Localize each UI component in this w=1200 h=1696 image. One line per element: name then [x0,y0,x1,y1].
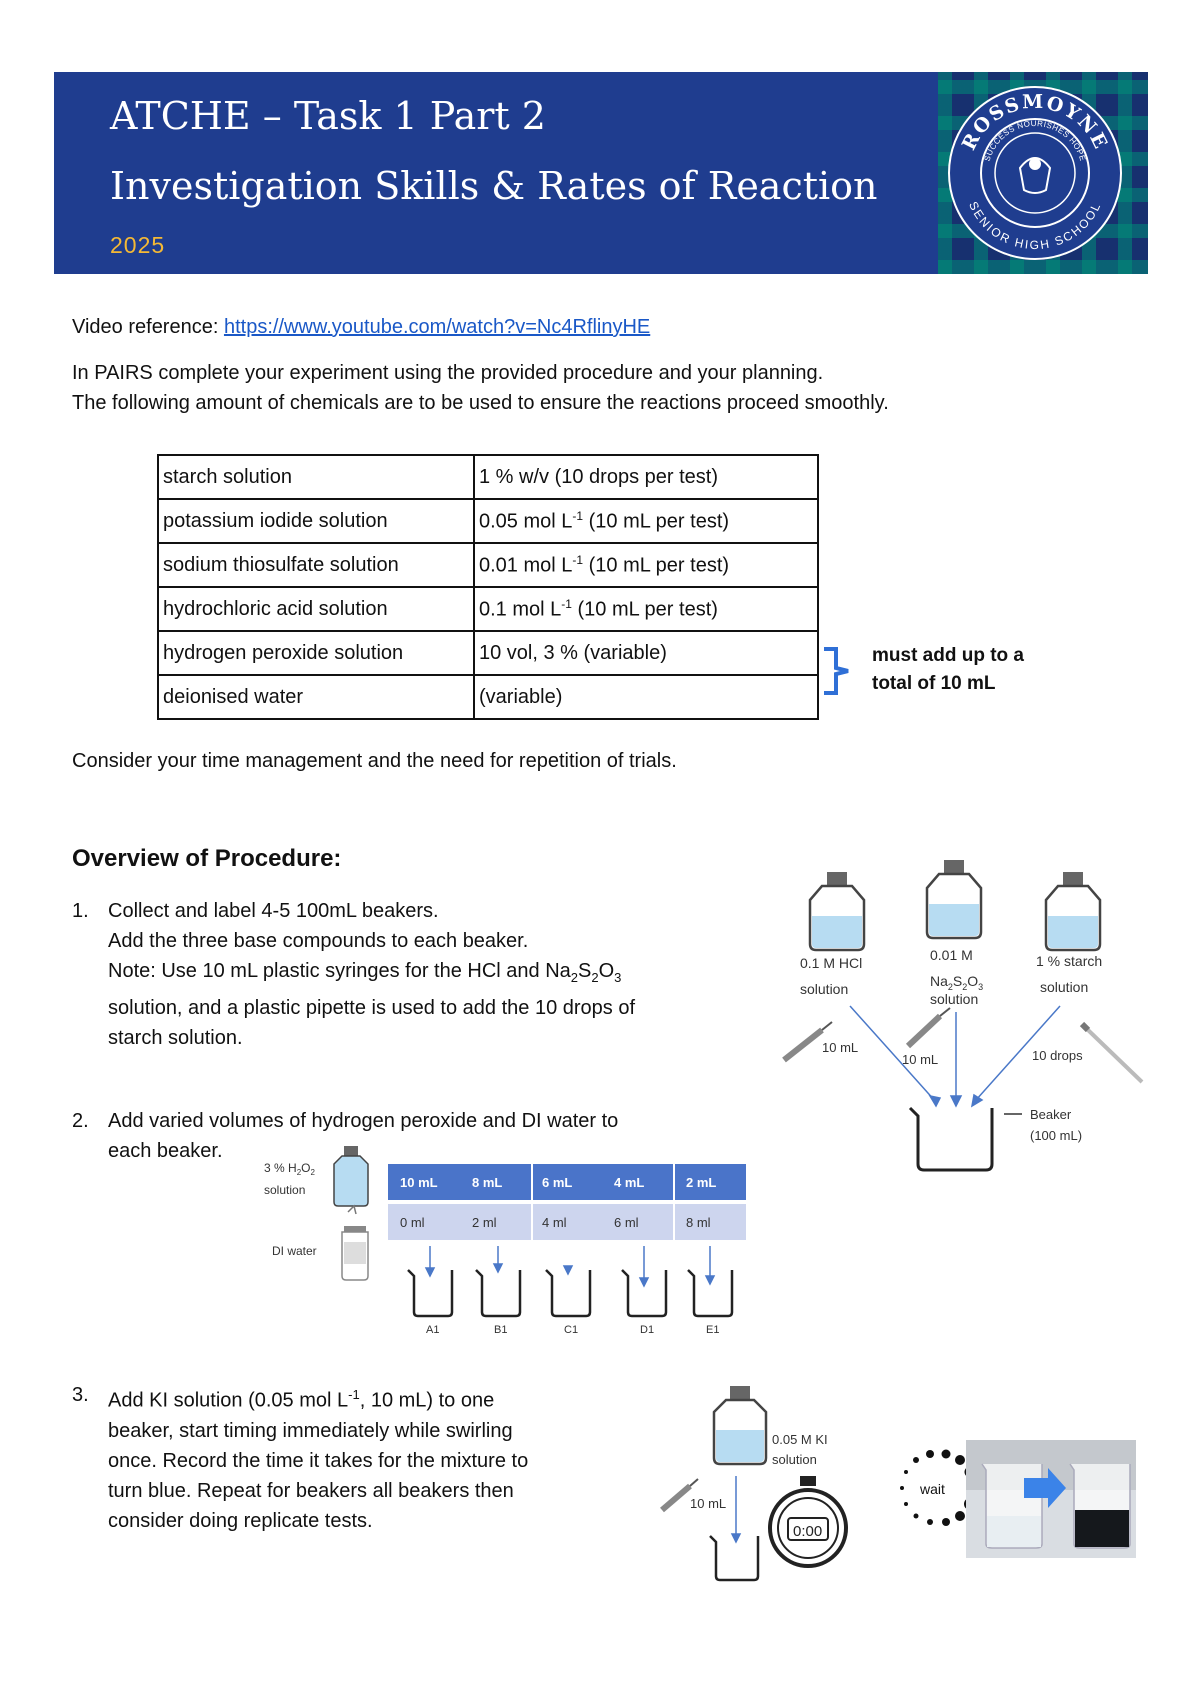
svg-text:4 ml: 4 ml [542,1215,567,1230]
h2o2-bottle-icon [334,1146,368,1206]
svg-text:B1: B1 [494,1324,508,1336]
svg-text:(100 mL): (100 mL) [1030,1128,1083,1143]
chemicals-table [157,454,819,720]
svg-text:0.05 M KI: 0.05 M KI [772,1432,828,1447]
svg-text:wait: wait [920,1481,945,1497]
chem-name: hydrochloric acid solution [158,587,474,631]
arrow-icon [732,1476,740,1542]
svg-text:Beaker: Beaker [1030,1107,1072,1122]
chem-name: deionised water [158,675,474,719]
step-2: 2. Add varied volumes of hydrogen peroxide and DI water to each beaker. [72,1110,619,1162]
wash-bottle-icon [342,1206,368,1280]
crest-school: SENIOR HIGH SCHOOL [966,199,1104,253]
svg-text:10 mL: 10 mL [902,1052,939,1067]
svg-text:0:00: 0:00 [793,1523,823,1540]
svg-text:C1: C1 [564,1324,579,1336]
header-banner [54,72,1148,274]
chem-name: potassium iodide solution [158,499,474,543]
svg-text:solution: solution [1040,979,1089,995]
svg-text:10 mL: 10 mL [400,1175,438,1190]
chem-name: sodium thiosulfate solution [158,543,474,587]
svg-text:10 mL: 10 mL [690,1496,727,1511]
stopwatch-icon [770,1476,846,1566]
syringe-icon [908,1008,950,1046]
svg-text:3 % H2O2: 3 % $H_2O_2$ [264,1161,315,1177]
svg-text:D1: D1 [640,1324,655,1336]
reaction-photo [966,1440,1136,1558]
svg-text:2 mL: 2 mL [686,1175,717,1190]
svg-text:1 % starch: 1 % starch [1036,953,1103,969]
title-line1: ATCHE – Task 1 Part 2 [110,94,546,138]
thiosulfate-bottle-icon [927,860,981,938]
crest-motto: SUCCESS NOURISHES HOPE [982,118,1088,163]
svg-text:6 ml: 6 ml [614,1215,639,1230]
svg-text:0 ml: 0 ml [400,1215,425,1230]
pipette-icon [1082,1024,1142,1082]
base-compounds-diagram [770,860,1150,1180]
overview-heading: Overview of Procedure: [72,845,342,872]
table-row [158,587,818,631]
ki-bottle-icon [714,1386,766,1464]
svg-text:A1: A1 [426,1324,440,1336]
svg-text:10 drops: 10 drops [1032,1048,1083,1063]
chem-amount: 0.1 mol $L^{-1}$ (10 mL per test) [474,587,818,631]
table-row [158,543,818,587]
intro-line2: The following amount of chemicals are to be used to ensure the reactions proceed smoothly. [72,392,889,414]
table-row [158,631,818,675]
time-note: Consider your time management and the need for repetition of trials. [72,750,677,772]
svg-text:4 mL: 4 mL [614,1175,645,1190]
beaker-row [408,1270,732,1316]
intro-line1: In PAIRS complete your experiment using the provided procedure and your planning. [72,362,824,384]
title-line2: Investigation Skills & Rates of Reaction [110,164,878,208]
chem-name: starch solution [158,455,474,499]
school-crest-logo [940,78,1130,268]
svg-text:Na2S2O3: $Na_2S_2O_3$ [930,973,984,992]
chem-amount: 0.01 mol $L^{-1}$ (10 mL per test) [474,543,818,587]
svg-text:8 ml: 8 ml [686,1215,711,1230]
chem-amount: 1 % w/v (10 drops per test) [474,455,818,499]
svg-text:6 mL: 6 mL [542,1175,573,1190]
beaker-icon [910,1108,992,1170]
svg-text:10 mL: 10 mL [822,1040,859,1055]
video-reference: Video reference: https://www.youtube.com/watch?v=Nc4RflinyHE [72,316,651,338]
svg-text:solution: solution [800,981,849,997]
svg-text:solution: solution [772,1452,817,1467]
table-row [158,455,818,499]
chem-amount: (variable) [474,675,818,719]
svg-text:E1: E1 [706,1324,720,1336]
brace-note: must add up to a total of 10 mL [872,645,1024,694]
arrow-icon [426,1246,714,1286]
volumes-diagram [258,1140,758,1336]
table-row [158,499,818,543]
chem-amount: 0.05 mol $L^{-1}$ (10 mL per test) [474,499,818,543]
starch-bottle-icon [1046,872,1100,950]
svg-text:0.01 M: 0.01 M [930,947,973,963]
svg-text:2 ml: 2 ml [472,1215,497,1230]
chem-name: hydrogen peroxide solution [158,631,474,675]
step-1: 1. Collect and label 4-5 100mL beakers. Add the three base compounds to each beaker. Note: Use 10 mL plastic syringes for the HCl and $Na_2S_2O_3$ solution, and a plastic pipette is used to add the 10 drops of starch solution. [72,900,636,1049]
svg-text:DI water: DI water [272,1244,317,1258]
beaker-icon [710,1536,758,1580]
table-row [158,675,818,719]
step-3: 3. Add KI solution (0.05 mol $L^{-1}$, 10 mL) to one beaker, start timing immediately while swirling once. Record the time it takes for the mixture to turn blue. Repeat for beakers all beakers then consider doing replicate tests. [72,1384,529,1532]
curly-brace-icon [822,646,852,696]
svg-text:8 mL: 8 mL [472,1175,503,1190]
arrow-icon [850,1006,1060,1106]
hcl-bottle-icon [810,872,864,950]
crest-name: ROSSMOYNE [957,90,1113,154]
svg-text:solution: solution [930,991,979,1007]
video-link[interactable]: https://www.youtube.com/watch?v=Nc4RflinyHE [223,316,651,338]
chem-amount: 10 vol, 3 % (variable) [474,631,818,675]
year: 2025 [110,232,166,258]
svg-text:0.1 M HCl: 0.1 M HCl [800,955,863,971]
svg-text:solution: solution [264,1183,306,1197]
